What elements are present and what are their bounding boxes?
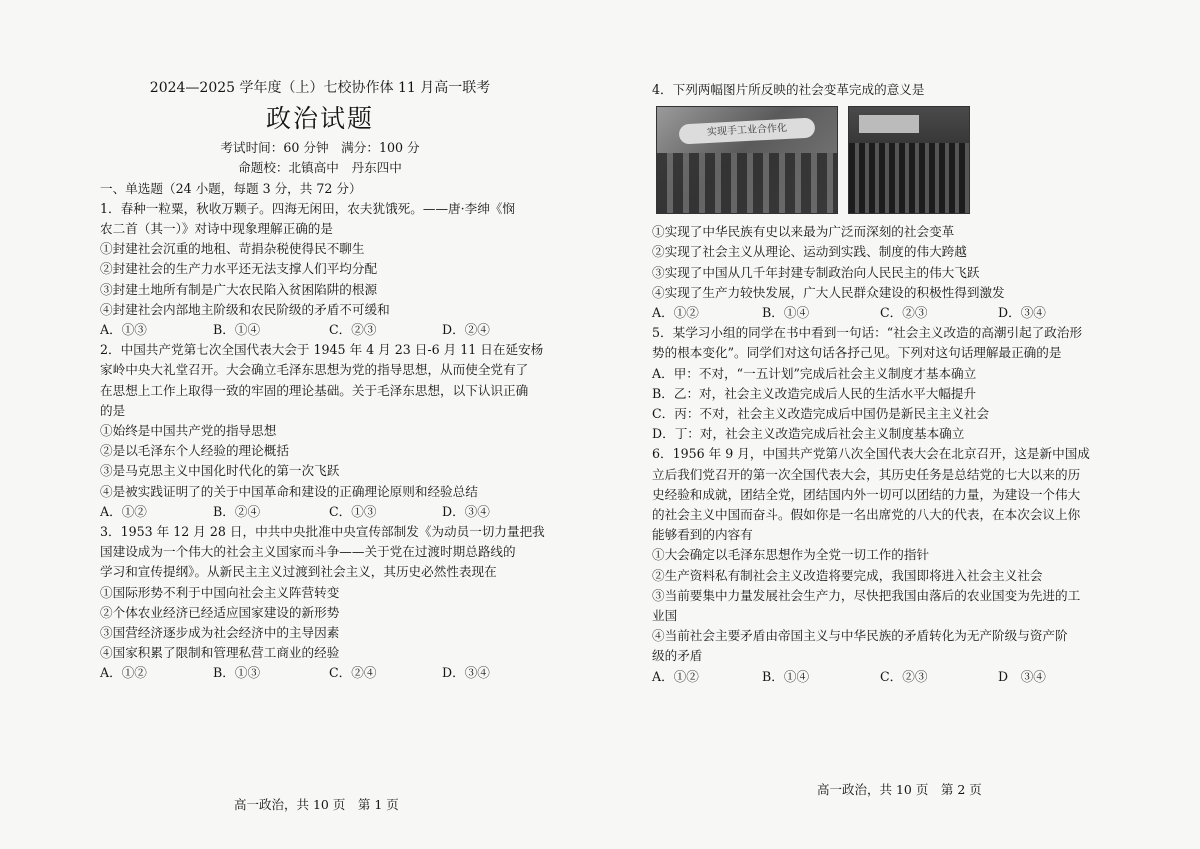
- question-6-statement: ①大会确定以毛泽东思想作为全党一切工作的指针: [652, 547, 930, 563]
- option-b: B．①④: [213, 322, 261, 338]
- question-6-line: 史经验和成就，团结全党，团结国内外一切可以团结的力量，为建设一个伟大: [652, 486, 1081, 502]
- exam-title: 政治试题: [265, 104, 374, 134]
- exam-page-2: [600, 0, 1200, 849]
- question-6-statement: 业国: [652, 608, 678, 624]
- question-3-line: 学习和宣传提纲》。从新民主主义过渡到社会主义，其历史必然性表现在: [100, 564, 497, 580]
- question-6-line: 立后我们党召开的第一次全国代表大会，其历史任务是总结党的七大以来的历: [652, 466, 1081, 482]
- option-b: B．①③: [213, 665, 261, 681]
- question-1-statement: ②封建社会的生产力水平还无法支撑人们平均分配: [100, 261, 378, 277]
- page-1-column: [100, 78, 545, 684]
- exam-header: 2024—2025 学年度（上）七校协作体 11 月高一联考: [149, 80, 491, 96]
- question-3-statement: ③国营经济逐步成为社会经济中的主导因素: [100, 625, 340, 641]
- question-3-options: [100, 663, 540, 683]
- page-2-footer: 高一政治，共 10 页 第 2 页: [817, 782, 982, 797]
- question-1-line: 1．春种一粒粟，秋收万颗子。四海无闲田，农夫犹饿死。——唐·李绅《悯: [100, 200, 516, 216]
- question-6-statement: ④当前社会主要矛盾由帝国主义与中华民族的矛盾转化为无产阶级与资产阶: [652, 628, 1068, 644]
- question-5-line: 5．某学习小组的同学在书中看到一句话：“社会主义改造的高潮引起了政治形: [652, 325, 1083, 341]
- question-1-line: 农二首（其一）》对诗中现象理解正确的是: [100, 221, 333, 237]
- question-6-line: 的社会主义中国而奋斗。假如你是一名出席党的八大的代表，在本次会议上你: [652, 507, 1081, 523]
- sign-shape: [859, 115, 919, 133]
- page-1-footer: 高一政治，共 10 页 第 1 页: [234, 797, 399, 812]
- question-5-option: A．甲：不对，“一五计划”完成后社会主义制度才基本确立: [652, 365, 977, 381]
- question-5-option: B．乙：对，社会主义改造完成后人民的生活水平大幅提升: [652, 385, 977, 401]
- parade-photo: [848, 106, 970, 214]
- question-6-statement: 级的矛盾: [652, 648, 703, 664]
- question-5-option: C．丙：不对，社会主义改造完成后中国仍是新民主主义社会: [652, 406, 990, 422]
- question-6-line: 6．1956 年 9 月，中国共产党第八次全国代表大会在北京召开，这是新中国成: [652, 446, 1090, 462]
- question-2-line: 的是: [100, 402, 126, 418]
- option-a: A．①②: [100, 665, 147, 681]
- question-4-statement: ③实现了中国从几千年封建专制政治向人民民主的伟大飞跃: [652, 264, 980, 280]
- question-4-statement: ①实现了中华民族有史以来最为广泛而深刻的社会变革: [652, 224, 955, 240]
- question-2-statement: ③是马克思主义中国化时代化的第一次飞跃: [100, 463, 340, 479]
- question-3-statement: ④国家积累了限制和管理私营工商业的经验: [100, 645, 340, 661]
- option-d: D．②④: [442, 322, 490, 338]
- question-6-options: [652, 667, 1142, 687]
- question-2-statement: ④是被实践证明了的关于中国革命和建设的正确理论原则和经验总结: [100, 483, 478, 499]
- question-5-option: D．丁：对，社会主义改造完成后社会主义制度基本确立: [652, 426, 965, 442]
- option-d: D．③④: [442, 665, 490, 681]
- question-2-line: 2．中国共产党第七次全国代表大会于 1945 年 4 月 23 日-6 月 11 日在延安杨: [100, 342, 544, 358]
- question-1-statement: ③封建土地所有制是广大农民陷入贫困陷阱的根源: [100, 281, 378, 297]
- question-3-statement: ②个体农业经济已经适应国家建设的新形势: [100, 604, 340, 620]
- option-c: C．②③: [880, 668, 928, 684]
- question-1-statement: ④封建社会内部地主阶级和农民阶级的矛盾不可缓和: [100, 301, 390, 317]
- question-2-line: 家岭中央大礼堂召开。大会确立毛泽东思想为党的指导思想，从而使全党有了: [100, 362, 529, 378]
- question-4-statement: ④实现了生产力较快发展，广大人民群众建设的积极性得到激发: [652, 284, 1005, 300]
- crowd-shape: [849, 143, 969, 213]
- option-b: B．①④: [762, 305, 810, 321]
- question-6-line: 能够看到的内容有: [652, 527, 753, 543]
- section-heading: 一、单选题（24 小题，每题 3 分，共 72 分）: [100, 180, 362, 196]
- option-a: A．①②: [652, 305, 699, 321]
- question-1-options: [100, 320, 540, 340]
- option-c: C．②③: [880, 305, 928, 321]
- option-b: B．①④: [762, 668, 810, 684]
- question-4-statement: ②实现了社会主义从理论、运动到实践、制度的伟大跨越: [652, 244, 967, 260]
- option-d: D．③④: [442, 503, 490, 519]
- question-3-line: 3．1953 年 12 月 28 日，中共中央批准中央宣传部制发《为动员一切力量把我: [100, 524, 545, 540]
- crowd-shape: [657, 153, 837, 213]
- question-2-statement: ①始终是中国共产党的指导思想: [100, 423, 277, 439]
- handicraft-cooperation-photo: [656, 106, 838, 214]
- question-3-line: 国建设成为一个伟大的社会主义国家而斗争——关于党在过渡时期总路线的: [100, 544, 516, 560]
- exam-info: 考试时间：60 分钟 满分：100 分: [220, 140, 420, 156]
- option-b: B．②④: [213, 503, 261, 519]
- option-d: D．③④: [998, 305, 1046, 321]
- option-a: A．①②: [100, 503, 147, 519]
- question-6-statement: ②生产资料私有制社会主义改造将要完成，我国即将进入社会主义社会: [652, 567, 1043, 583]
- question-5-line: 势的根本变化”。同学们对这句话各抒己见。下列对这句话理解最正确的是: [652, 345, 1062, 361]
- question-4-options: [652, 303, 1142, 323]
- question-3-statement: ①国际形势不利于中国向社会主义阵营转变: [100, 584, 340, 600]
- photo-banner: 实现手工业合作化: [679, 118, 816, 145]
- option-c: C．②④: [329, 665, 377, 681]
- option-a: A．①③: [100, 322, 147, 338]
- option-a: A．①②: [652, 668, 699, 684]
- question-2-line: 在思想上工作上取得一致的牢固的理论基础。关于毛泽东思想，以下认识正确: [100, 382, 529, 398]
- option-c: C．②③: [329, 322, 377, 338]
- question-4-photos: [656, 106, 1142, 214]
- question-1-statement: ①封建社会沉重的地租、苛捐杂税使得民不聊生: [100, 241, 365, 257]
- question-6-statement: ③当前要集中力量发展社会生产力，尽快把我国由落后的农业国变为先进的工: [652, 587, 1081, 603]
- option-d: D ③④: [998, 668, 1046, 684]
- question-4-stem: 4．下列两幅图片所反映的社会变革完成的意义是: [652, 82, 925, 97]
- option-c: C．①③: [329, 503, 377, 519]
- question-2-statement: ②是以毛泽东个人经验的理论概括: [100, 443, 289, 459]
- page-2-column: [652, 80, 1142, 687]
- exam-schools: 命题校：北镇高中 丹东四中: [238, 160, 402, 176]
- question-2-options: [100, 502, 540, 522]
